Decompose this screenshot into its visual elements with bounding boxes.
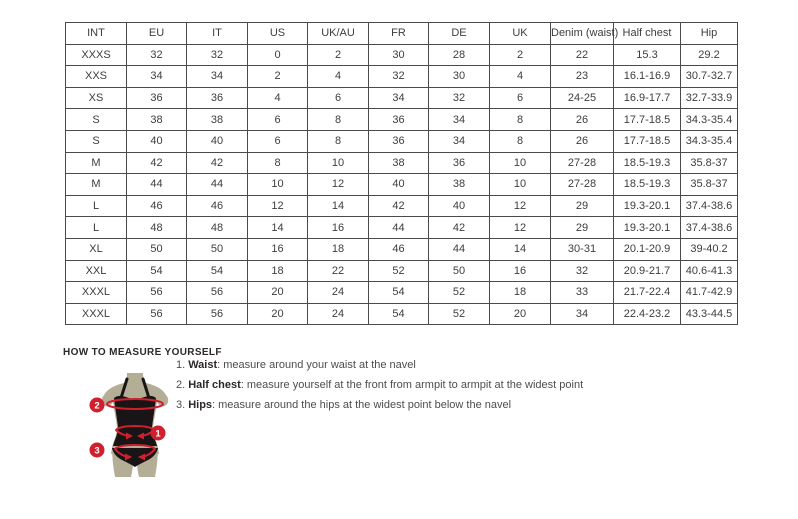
table-cell: 32.7-33.9 [681,87,738,109]
table-cell: 44 [369,217,429,239]
column-header: Hip [681,23,738,45]
table-cell: 28 [429,44,490,66]
table-cell: 50 [429,260,490,282]
table-cell: 10 [490,152,551,174]
table-cell: 6 [248,130,308,152]
table-cell: 30 [429,66,490,88]
table-cell: 34 [127,66,187,88]
table-cell: 43.3-44.5 [681,303,738,325]
column-header: INT [66,23,127,45]
table-cell: 36 [429,152,490,174]
table-cell: 39-40.2 [681,238,738,260]
table-cell: 26 [551,130,614,152]
table-cell: 32 [187,44,248,66]
table-cell: L [66,217,127,239]
table-cell: 48 [127,217,187,239]
table-cell: S [66,109,127,131]
table-cell: 20 [248,303,308,325]
step-number: 2. [176,379,186,391]
table-cell: 54 [127,260,187,282]
table-row [66,44,738,66]
waist-badge-number: 1 [155,428,161,440]
table-cell: 18.5-19.3 [614,152,681,174]
table-cell: 34 [429,130,490,152]
table-cell: 8 [490,109,551,131]
size-table [65,22,738,325]
table-cell: 33 [551,282,614,304]
column-header: FR [369,23,429,45]
table-cell: 15.3 [614,44,681,66]
table-cell: 54 [369,303,429,325]
table-cell: L [66,195,127,217]
table-cell: 29.2 [681,44,738,66]
table-cell: 32 [429,87,490,109]
table-cell: 44 [127,174,187,196]
table-cell: 14 [308,195,369,217]
table-cell: 12 [308,174,369,196]
table-cell: 35.8-37 [681,152,738,174]
table-cell: 6 [248,109,308,131]
table-row [66,217,738,239]
table-cell: 36 [127,87,187,109]
step-label: Hips [188,399,213,411]
table-cell: 8 [308,109,369,131]
table-row [66,238,738,260]
table-cell: XXXL [66,282,127,304]
column-header: DE [429,23,490,45]
table-cell: 38 [429,174,490,196]
table-cell: 48 [187,217,248,239]
table-cell: 24-25 [551,87,614,109]
table-cell: 52 [429,282,490,304]
table-cell: 19.3-20.1 [614,217,681,239]
table-cell: 19.3-20.1 [614,195,681,217]
table-cell: 42 [369,195,429,217]
table-row [66,109,738,131]
column-header: EU [127,23,187,45]
table-cell: 52 [429,303,490,325]
table-cell: XS [66,87,127,109]
table-cell: 34 [429,109,490,131]
table-cell: 32 [127,44,187,66]
table-cell: 12 [248,195,308,217]
table-cell: 32 [369,66,429,88]
table-cell: 20.1-20.9 [614,238,681,260]
table-cell: 18.5-19.3 [614,174,681,196]
table-cell: 41.7-42.9 [681,282,738,304]
table-cell: 27-28 [551,152,614,174]
table-cell: 54 [369,282,429,304]
table-cell: XXXS [66,44,127,66]
table-cell: 34 [369,87,429,109]
measure-step-half-chest [176,380,583,392]
table-cell: 24 [308,303,369,325]
table-row [66,303,738,325]
step-number: 1. [176,359,186,371]
table-cell: 46 [369,238,429,260]
table-cell: 2 [490,44,551,66]
step-label: Half chest [188,379,241,391]
measure-step-waist [176,360,583,372]
table-cell: 0 [248,44,308,66]
table-cell: 42 [429,217,490,239]
column-header: IT [187,23,248,45]
table-cell: 50 [127,238,187,260]
table-cell: 20 [248,282,308,304]
table-cell: 6 [308,87,369,109]
table-cell: 14 [248,217,308,239]
table-cell: 12 [490,217,551,239]
table-cell: XXS [66,66,127,88]
table-cell: 8 [248,152,308,174]
table-cell: S [66,130,127,152]
table-cell: 38 [127,109,187,131]
table-cell: M [66,152,127,174]
table-cell: 22.4-23.2 [614,303,681,325]
table-cell: XL [66,238,127,260]
table-cell: 50 [187,238,248,260]
table-cell: 10 [308,152,369,174]
table-cell: 40 [127,130,187,152]
table-cell: 34 [187,66,248,88]
measure-step-hips [176,400,583,412]
table-cell: 34.3-35.4 [681,109,738,131]
table-cell: 42 [127,152,187,174]
table-cell: 14 [490,238,551,260]
table-cell: 4 [490,66,551,88]
hips-badge-number: 3 [94,445,100,457]
table-cell: 16 [308,217,369,239]
step-text: : measure around your waist at the navel [217,359,416,371]
chest-badge-number: 2 [94,400,100,412]
table-cell: 17.7-18.5 [614,130,681,152]
table-cell: 37.4-38.6 [681,217,738,239]
table-cell: 29 [551,195,614,217]
table-cell: XXXL [66,303,127,325]
table-cell: 34 [551,303,614,325]
table-cell: 36 [369,109,429,131]
table-row [66,282,738,304]
table-cell: 6 [490,87,551,109]
table-cell: 54 [187,260,248,282]
table-cell: 30 [369,44,429,66]
column-header: Denim (waist) [551,23,614,45]
table-cell: 16.9-17.7 [614,87,681,109]
table-cell: XXL [66,260,127,282]
step-number: 3. [176,399,186,411]
table-row [66,130,738,152]
table-cell: 8 [308,130,369,152]
table-cell: 52 [369,260,429,282]
step-text: : measure around the hips at the widest point below the navel [212,399,512,411]
table-cell: 38 [187,109,248,131]
table-cell: 30-31 [551,238,614,260]
table-cell: 56 [187,303,248,325]
table-cell: 42 [187,152,248,174]
table-cell: 22 [308,260,369,282]
column-header: UK/AU [308,23,369,45]
table-cell: 10 [490,174,551,196]
table-row [66,87,738,109]
table-cell: 37.4-38.6 [681,195,738,217]
table-cell: 16 [490,260,551,282]
table-cell: 18 [248,260,308,282]
table-cell: 30.7-32.7 [681,66,738,88]
table-cell: 46 [187,195,248,217]
step-text: : measure yourself at the front from armpit to armpit at the widest point [240,379,584,391]
table-cell: 40 [429,195,490,217]
table-cell: 4 [248,87,308,109]
table-cell: 23 [551,66,614,88]
table-cell: 2 [248,66,308,88]
table-cell: 36 [187,87,248,109]
table-cell: 40.6-41.3 [681,260,738,282]
table-cell: 18 [490,282,551,304]
table-cell: 44 [187,174,248,196]
table-cell: 22 [551,44,614,66]
table-cell: 20 [490,303,551,325]
measure-steps [176,360,583,420]
table-row [66,66,738,88]
step-label: Waist [188,359,218,371]
table-cell: 2 [308,44,369,66]
table-cell: 56 [187,282,248,304]
table-cell: 56 [127,282,187,304]
table-cell: 27-28 [551,174,614,196]
column-header: US [248,23,308,45]
table-cell: 24 [308,282,369,304]
table-cell: 32 [551,260,614,282]
table-cell: 34.3-35.4 [681,130,738,152]
table-cell: M [66,174,127,196]
table-row [66,152,738,174]
table-cell: 38 [369,152,429,174]
table-cell: 12 [490,195,551,217]
table-cell: 46 [127,195,187,217]
column-header: UK [490,23,551,45]
table-cell: 36 [369,130,429,152]
table-cell: 16 [248,238,308,260]
table-cell: 26 [551,109,614,131]
table-cell: 4 [308,66,369,88]
table-cell: 8 [490,130,551,152]
column-header: Half chest [614,23,681,45]
table-cell: 20.9-21.7 [614,260,681,282]
table-row [66,260,738,282]
table-cell: 29 [551,217,614,239]
measure-heading: HOW TO MEASURE YOURSELF [63,347,222,358]
table-row [66,195,738,217]
table-cell: 10 [248,174,308,196]
size-table-body [66,44,738,325]
table-cell: 35.8-37 [681,174,738,196]
table-cell: 21.7-22.4 [614,282,681,304]
table-cell: 40 [369,174,429,196]
table-cell: 56 [127,303,187,325]
table-header-row [66,23,738,45]
table-cell: 16.1-16.9 [614,66,681,88]
table-cell: 17.7-18.5 [614,109,681,131]
table-row [66,174,738,196]
camisole [113,396,157,446]
table-cell: 40 [187,130,248,152]
table-cell: 44 [429,238,490,260]
table-cell: 18 [308,238,369,260]
